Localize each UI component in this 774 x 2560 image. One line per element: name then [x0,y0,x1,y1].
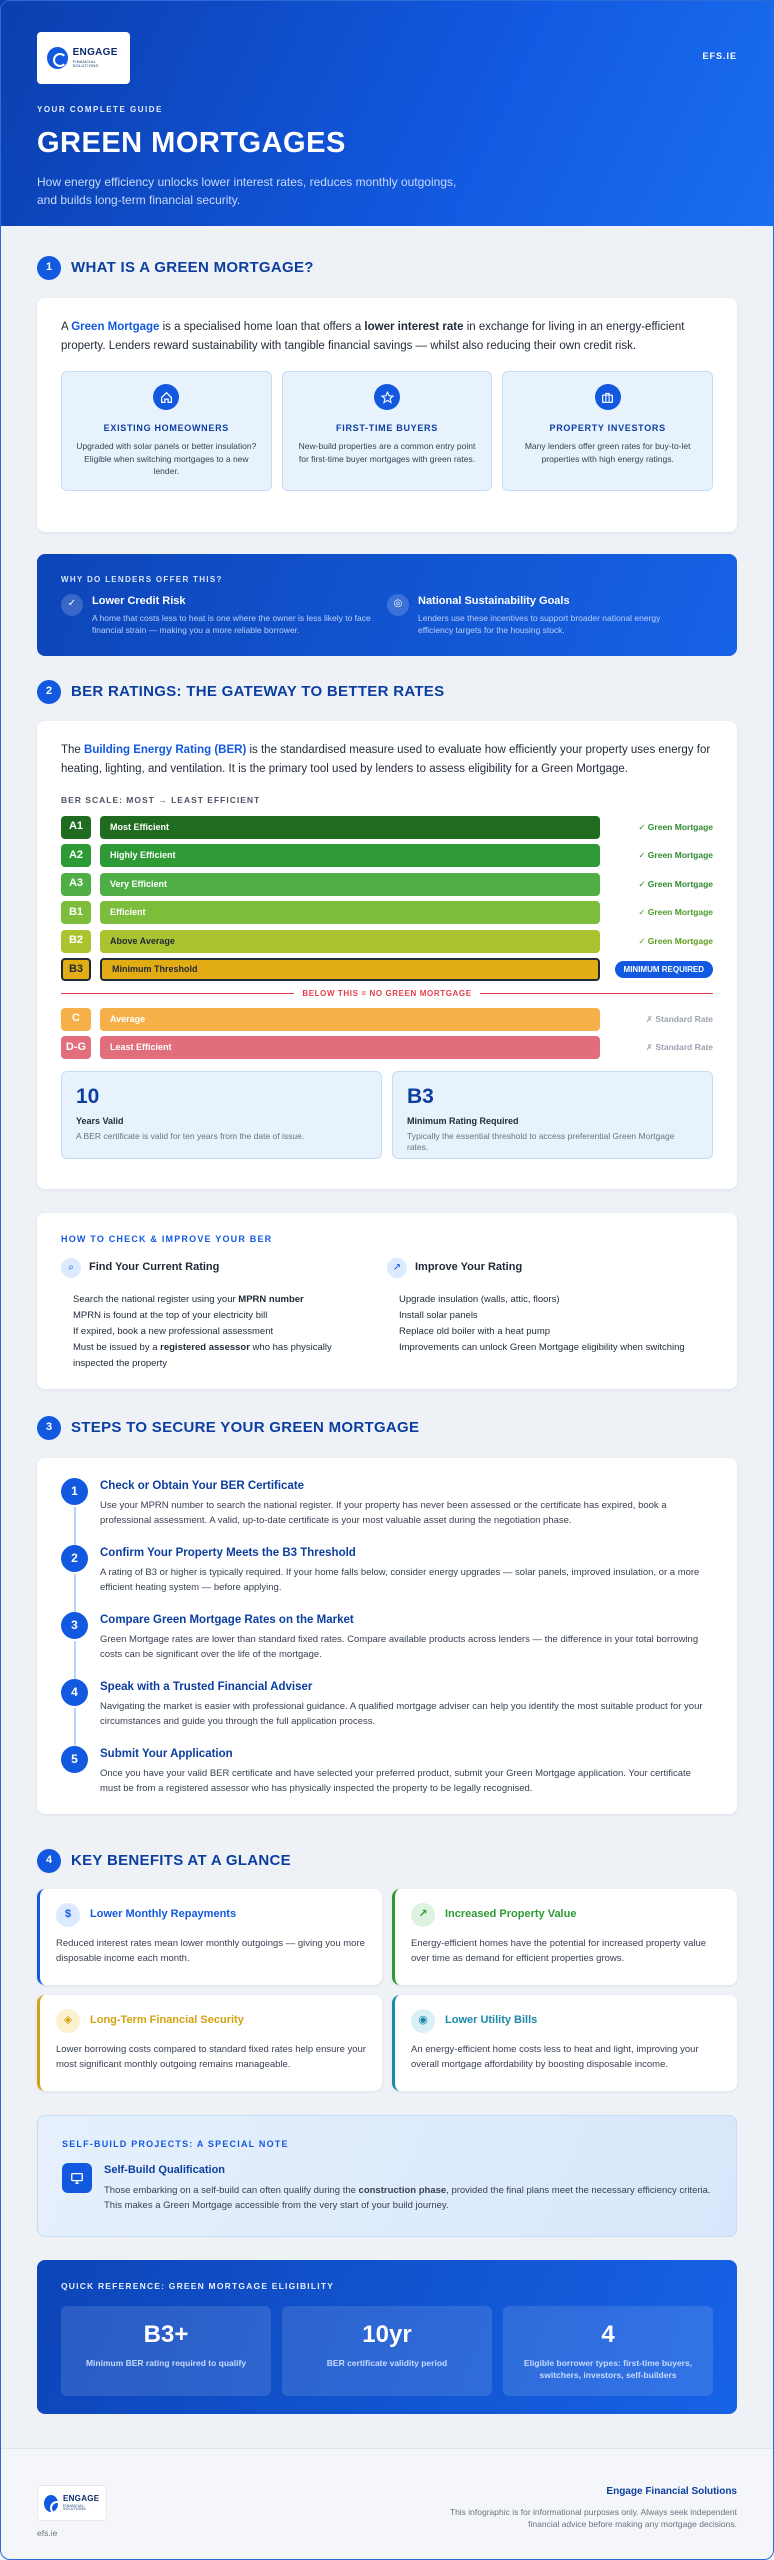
footer-disclaimer: This infographic is for informational purposes only. Always seek independent financial advice before making any mortgage decisions. [449,2506,737,2530]
ber-grade-bar: Minimum Threshold [100,958,600,981]
eligibility-divider: BELOW THIS = NO GREEN MORTGAGE [61,987,713,1001]
list-item: Improvements can unlock Green Mortgage eligibility when switching [399,1342,685,1354]
briefcase-icon [595,384,621,410]
list-item: Must be issued by a registered assessor who has physically inspected the property [73,1342,332,1370]
step-number: 5 [61,1746,88,1773]
ber-grade-bar: Average [100,1008,600,1031]
ber-grade-row [61,844,713,867]
logo-mark-icon [44,2495,58,2512]
list-item: Replace old boiler with a heat pump [399,1326,551,1338]
logo[interactable] [37,32,130,84]
footer-logo[interactable]: ENGAGE FINANCIAL SOLUTIONS [37,2485,107,2521]
section-number: 3 [37,1416,61,1440]
step-text: A rating of B3 or higher is typically required. If your home falls below, consider energy upgrades — solar panels, improved insulation, or a more efficient heating system — before applying. [100,1566,700,1593]
dollar-icon: $ [56,1903,80,1927]
intro-text: A Green Mortgage is a specialised home loan that offers a lower interest rate in exchange for living in an energy-efficient property. Lenders reward sustainability with tangible financial savings — whilst also reducing their own credit risk. [61,321,685,352]
footer-company: Engage Financial Solutions [606,2486,737,2497]
section-title: KEY BENEFITS AT A GLANCE [71,1852,291,1870]
ber-grade-status: ✓ Green Mortgage [638,850,713,861]
hero-eyebrow: YOUR COMPLETE GUIDE [37,105,163,114]
ber-grade-badge: C [61,1008,91,1031]
ber-grade-bar: Least Efficient [100,1036,600,1059]
step-title: Speak with a Trusted Financial Adviser [100,1681,313,1693]
benefit-card [392,1889,737,1985]
step-text: Use your MPRN number to search the national register. If your property has never been assessed or the certificate has expired, book a professional assessment. A valid, up-to-date certificate is your most valuable asset during the negotiation phase. [100,1499,667,1526]
page-title: GREEN MORTGAGES [37,126,346,159]
ber-grade-badge: B3 [61,958,91,981]
ber-grade-status: ✗ Standard Rate [645,1013,713,1024]
step-item [61,1545,713,1612]
quick-stat: 10yr BER certificate validity period [282,2306,492,2396]
trend-up-icon: ↗ [387,1258,407,1278]
check-circle-icon: ✓ [61,594,83,616]
step-connector [74,1507,76,1545]
ber-grade-status: ✓ Green Mortgage [638,935,713,946]
ber-grade-row [61,816,713,839]
benefits-grid [37,1889,737,2091]
list-item: Upgrade insulation (walls, attic, floors) [399,1294,560,1306]
ber-grade-status: ✓ Green Mortgage [638,878,713,889]
hero-header [0,0,774,226]
ber-grade-badge: A1 [61,816,91,839]
benefit-text: Lower borrowing costs compared to standard fixed rates help ensure your most significant monthly outgoing remains manageable. [56,2044,366,2071]
step-item [61,1679,713,1746]
footer-site-link[interactable]: efs.ie [37,2528,58,2538]
section-title: WHAT IS A GREEN MORTGAGE? [71,259,314,277]
find-rating-column: ⌕ Find Your Current Rating Search the national register using your MPRN number MPRN is found at the top of your electricity bill If expired, book a new professional assessment Must be issued by a registered assessor who has physically inspected the property [61,1258,387,1372]
quick-reference: QUICK REFERENCE: GREEN MORTGAGE ELIGIBILITY B3+ Minimum BER rating required to qualify 10yr BER certificate validity period 4 Eligible borrower types: first-time buyers, switchers, investors, self-builders [37,2260,737,2414]
step-title: Compare Green Mortgage Rates on the Market [100,1614,354,1626]
ber-grade-badge: B2 [61,930,91,953]
section-benefits [0,1849,774,2414]
page-subtitle: How energy efficiency unlocks lower interest rates, reduces monthly outgoings, and builds long-term financial security. [37,174,457,208]
footer [0,2448,774,2560]
step-number: 2 [61,1545,88,1572]
step-connector [74,1641,76,1679]
trend-up-icon: ↗ [411,1903,435,1927]
logo-subtitle: FINANCIAL SOLUTIONS [72,59,99,68]
step-number: 1 [61,1478,88,1505]
quick-stat: B3+ Minimum BER rating required to qualify [61,2306,271,2396]
monitor-icon [62,2163,92,2193]
section-title: BER RATINGS: THE GATEWAY TO BETTER RATES [71,683,445,701]
self-build-note: SELF-BUILD PROJECTS: A SPECIAL NOTE Self-Build Qualification Those embarking on a self-build can often qualify during the construction phase, provided the final plans meet the necessary efficiency criteria. This makes a Green Mortgage accessible from the very start of your build journey. [37,2115,737,2237]
step-text: Green Mortgage rates are lower than standard fixed rates. Compare available products across lenders — the difference in your total borrowing costs can be significant over the life of the mortgage. [100,1633,699,1660]
step-item [61,1746,713,1813]
ber-grade-bar: Most Efficient [100,816,600,839]
target-icon: ◎ [387,594,409,616]
benefit-text: An energy-efficient home costs less to heat and light, improving your overall mortgage affordability by boosting disposable income. [411,2044,699,2071]
stat-validity: 10 Years Valid A BER certificate is valid for ten years from the date of issue. [61,1071,382,1159]
audience-card: PROPERTY INVESTORS Many lenders offer green rates for buy-to-let properties with high energy ratings. [502,371,713,491]
step-item [61,1612,713,1679]
intro-card [37,298,737,532]
benefit-title: Increased Property Value [445,1908,577,1921]
star-icon [374,384,400,410]
step-title: Submit Your Application [100,1748,233,1760]
ber-grade-row [61,930,713,953]
logo-mark-icon [47,47,68,69]
search-icon: ⌕ [61,1258,81,1278]
audience-card: FIRST-TIME BUYERS New-build properties are a common entry point for first-time buyer mortgages with green rates. [282,371,493,491]
ber-stats [61,1071,713,1159]
section-number: 1 [37,256,61,280]
step-title: Check or Obtain Your BER Certificate [100,1480,305,1492]
ber-grade-row [61,1036,713,1059]
step-text: Navigating the market is easier with professional guidance. A qualified mortgage adviser can help you identify the most suitable product for your circumstances and guide you through the full application process. [100,1700,703,1727]
ber-grade-status: ✓ Green Mortgage [638,907,713,918]
audience-list [61,371,713,491]
stat-minimum: B3 Minimum Rating Required Typically the essential threshold to access preferential Green Mortgage rates. [392,1071,713,1159]
ber-grade-status: ✓ Green Mortgage [638,821,713,832]
ber-grade-bar: Efficient [100,901,600,924]
steps-list [61,1478,713,1813]
step-number: 4 [61,1679,88,1706]
ber-grade-status: MINIMUM REQUIRED [615,961,713,979]
ber-scale-label: BER SCALE: MOST → LEAST EFFICIENT [61,795,261,806]
improve-rating-column: ↗ Improve Your Rating Upgrade insulation (walls, attic, floors) Install solar panels Replace old boiler with a heat pump Improvements can unlock Green Mortgage eligibility when switching [387,1258,713,1372]
why-lenders-panel: WHY DO LENDERS OFFER THIS? ✓ Lower Credit Risk A home that costs less to heat is one where the owner is less likely to face financial strain — making you a more reliable borrower. ◎ National Sustainability Goals Lenders use these incentives to support broader national energy efficiency targets for the housing stock. [37,554,737,656]
ber-grade-badge: B1 [61,901,91,924]
list-item: MPRN is found at the top of your electricity bill [73,1310,268,1322]
list-item: Search the national register using your MPRN number [73,1294,304,1306]
ber-grade-bar: Highly Efficient [100,844,600,867]
benefit-text: Reduced interest rates mean lower monthly outgoings — giving you more disposable income each month. [56,1938,365,1965]
ber-grade-bar: Very Efficient [100,873,600,896]
step-title: Confirm Your Property Meets the B3 Threshold [100,1547,356,1559]
section-number: 2 [37,680,61,704]
ber-grade-row [61,958,713,981]
section-title: STEPS TO SECURE YOUR GREEN MORTGAGE [71,1419,420,1437]
ber-grade-badge: D-G [61,1036,91,1059]
benefit-card [37,1889,382,1985]
shield-icon: ◈ [56,2009,80,2033]
ber-grade-row [61,1008,713,1031]
ber-grade-row [61,901,713,924]
benefit-title: Lower Monthly Repayments [90,1908,237,1921]
ber-grade-badge: A2 [61,844,91,867]
steps-card [37,1458,737,1814]
logo-brand: ENGAGE [72,47,118,58]
list-item: If expired, book a new professional assessment [73,1326,274,1338]
home-icon [153,384,179,410]
ber-grade-status: ✗ Standard Rate [645,1042,713,1053]
site-link[interactable]: EFS.IE [702,51,737,61]
step-item [61,1478,713,1545]
check-improve-card: HOW TO CHECK & IMPROVE YOUR BER ⌕ Find Your Current Rating Search the national register using your MPRN number MPRN is found at the top of your electricity bill If expired, book a new professional assessment Must be issued by a registered assessor who has physically inspected the property ↗ Improve Your Rating Upgrade insulation (walls, attic, floors) Install solar panels Replace old boiler with a heat pump Improvements can unlock Green Mortgage eligibility when switching [37,1213,737,1389]
benefit-card [37,1995,382,2091]
section-number: 4 [37,1849,61,1873]
step-connector [74,1574,76,1612]
section-what-is [0,256,774,656]
step-connector [74,1708,76,1746]
ber-scale [61,816,713,1060]
ber-grade-bar: Above Average [100,930,600,953]
audience-card: EXISTING HOMEOWNERS Upgraded with solar panels or better insulation? Eligible when switching mortgages to a new lender. [61,371,272,491]
lightbulb-icon: ◉ [411,2009,435,2033]
benefit-card [392,1995,737,2091]
ber-grade-badge: A3 [61,873,91,896]
step-number: 3 [61,1612,88,1639]
list-item: Install solar panels [399,1310,478,1322]
benefit-text: Energy-efficient homes have the potential for increased property value over time as demand for efficient properties grows. [411,1938,707,1965]
section-ber [0,680,774,1389]
benefit-title: Lower Utility Bills [445,2014,538,2027]
quick-stat: 4 Eligible borrower types: first-time buyers, switchers, investors, self-builders [503,2306,713,2396]
step-text: Once you have your valid BER certificate and have selected your preferred product, submit your Green Mortgage application. Your certificate must be from a registered assessor who has physically inspected the property to be legally recognised. [100,1767,691,1794]
ber-card [37,721,737,1189]
ber-intro: The Building Energy Rating (BER) is the standardised measure used to evaluate how efficiently your property uses energy for heating, lighting, and ventilation. It is the primary tool used by lenders to assess eligibility for a Green Mortgage. [61,744,711,775]
benefit-title: Long-Term Financial Security [90,2014,244,2027]
section-steps [0,1416,774,1814]
ber-grade-row [61,873,713,896]
